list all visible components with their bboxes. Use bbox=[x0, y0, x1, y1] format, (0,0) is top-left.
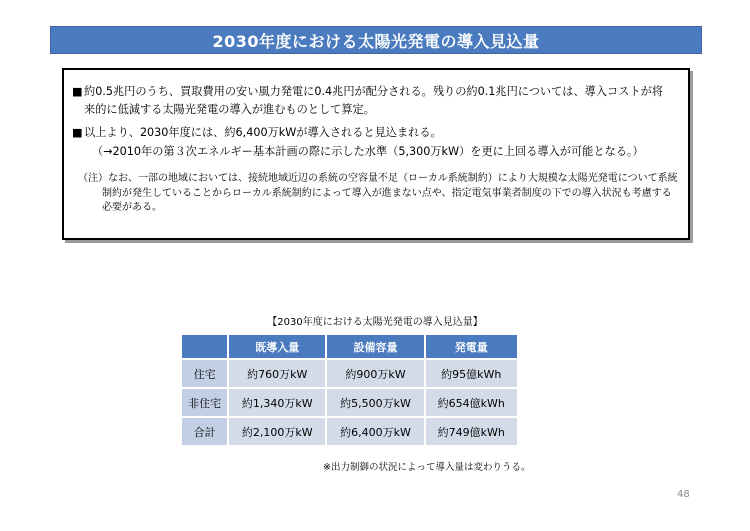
table-header-row bbox=[181, 334, 518, 359]
bullet1-line1: 約0.5兆円のうち、買取費用の安い風力発電に0.4兆円が配分される。残りの約0.1兆円については、導入コストが将 bbox=[84, 85, 663, 98]
bullet-square-icon: ■ bbox=[72, 126, 83, 139]
cell-capacity: 約900万kW bbox=[326, 359, 424, 388]
table-header-generation: 発電量 bbox=[425, 334, 518, 359]
note-line1: （注）なお、一部の地域においては、接続地域近辺の系統の空容量不足（ローカル系統制約）により大規模な太陽光発電について系統 bbox=[78, 173, 678, 184]
forecast-table bbox=[180, 333, 519, 447]
row-label: 住宅 bbox=[181, 359, 228, 388]
table-row bbox=[181, 417, 518, 446]
cell-existing: 約1,340万kW bbox=[228, 388, 326, 417]
table-header-capacity: 設備容量 bbox=[326, 334, 424, 359]
table-caption: 【2030年度における太陽光発電の導入見込量】 bbox=[267, 317, 483, 328]
summary-box bbox=[62, 68, 690, 240]
table-header-existing: 既導入量 bbox=[228, 334, 326, 359]
bullet2-subtext: （→2010年の第３次エネルギー基本計画の際に示した水準（5,300万kW）を更に上回る導入が可能となる。） bbox=[92, 145, 644, 158]
bullet2-text: 以上より、2030年度には、約6,400万kWが導入されると見込まれる。 bbox=[84, 126, 442, 139]
bullet-item-1 bbox=[72, 83, 684, 119]
row-label: 非住宅 bbox=[181, 388, 228, 417]
cell-capacity: 約6,400万kW bbox=[326, 417, 424, 446]
row-label: 合計 bbox=[181, 417, 228, 446]
note-line3: 必要がある。 bbox=[102, 202, 162, 213]
cell-existing: 約760万kW bbox=[228, 359, 326, 388]
page-number: 48 bbox=[677, 489, 690, 500]
table-row bbox=[181, 388, 518, 417]
cell-generation: 約95億kWh bbox=[425, 359, 518, 388]
cell-generation: 約749億kWh bbox=[425, 417, 518, 446]
bullet-square-icon: ■ bbox=[72, 85, 83, 98]
bullet-item-2 bbox=[72, 124, 442, 142]
cell-existing: 約2,100万kW bbox=[228, 417, 326, 446]
cell-generation: 約654億kWh bbox=[425, 388, 518, 417]
page-title: 2030年度における太陽光発電の導入見込量 bbox=[50, 26, 702, 54]
footnote: ※出力制御の状況によって導入量は変わりうる。 bbox=[323, 462, 531, 473]
note-line2: 制約が発生していることからローカル系統制約によって導入が進まない点や、指定電気事業者制度の下での導入状況も考慮する bbox=[102, 187, 672, 199]
bullet1-line2: 来的に低減する太陽光発電の導入が進むものとして算定。 bbox=[84, 103, 375, 116]
table-row bbox=[181, 359, 518, 388]
note-text bbox=[78, 172, 682, 216]
table-header-blank bbox=[181, 334, 228, 359]
cell-capacity: 約5,500万kW bbox=[326, 388, 424, 417]
